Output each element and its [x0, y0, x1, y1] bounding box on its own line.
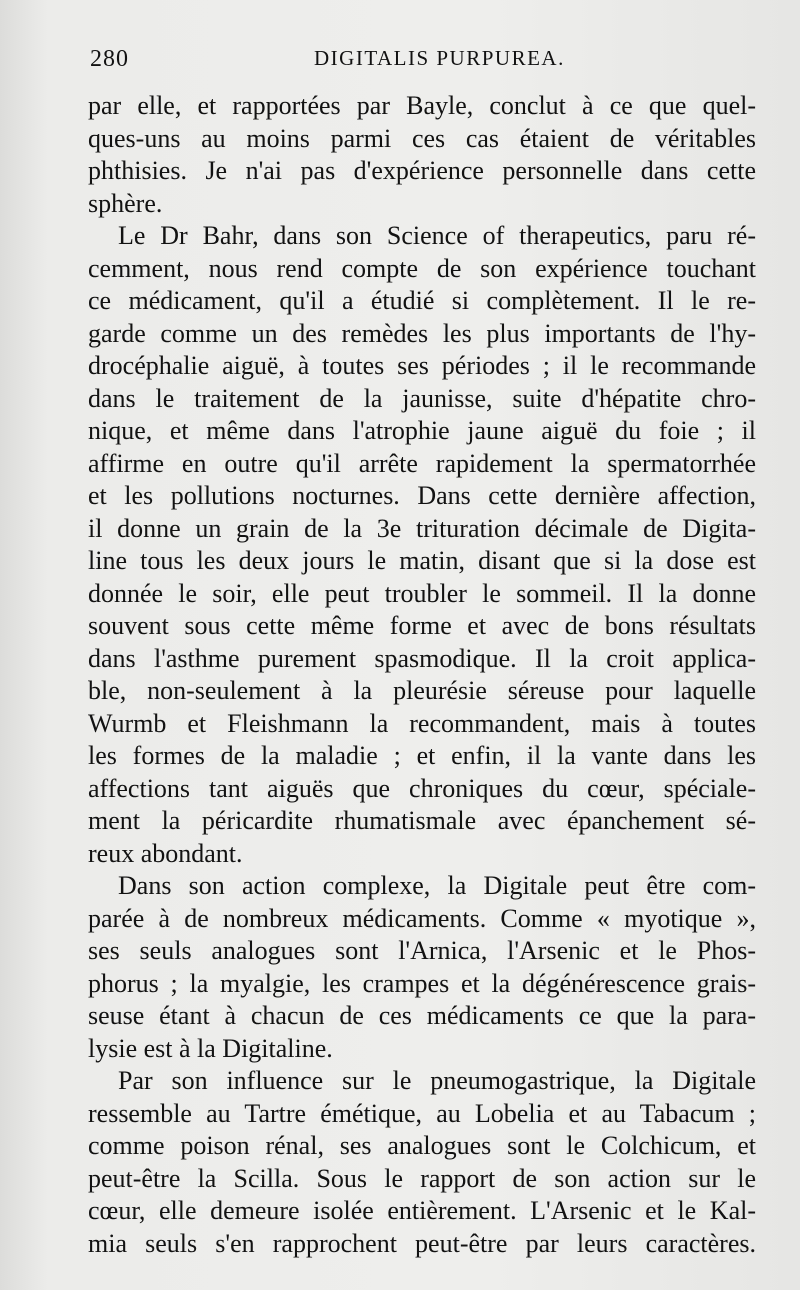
text-line: cœur, elle demeure isolée entièrement. L'Arsenic et le Kal-	[88, 1196, 756, 1225]
text-line: comme poison rénal, ses analogues sont le Colchicum, et	[88, 1131, 756, 1160]
running-title: DIGITALIS PURPUREA.	[314, 46, 565, 70]
text-line: ble, non-seulement à la pleurésie séreuse pour laquelle	[88, 676, 756, 705]
text-line: ment la péricardite rhumatismale avec épanchement sé-	[88, 806, 756, 835]
text-line: Wurmb et Fleishmann la recommandent, mais à toutes	[88, 708, 756, 738]
text-line: ques-uns au moins parmi ces cas étaient de véritables	[88, 123, 756, 153]
text-line: mia seuls s'en rapprochent peut-être par leurs caractères.	[88, 1228, 756, 1258]
text-line: Par son influence sur le pneumogastrique, la Digitale	[118, 1066, 756, 1095]
text-line: Dans son action complexe, la Digitale peut être com-	[118, 871, 756, 900]
text-line: reux abondant.	[88, 838, 243, 868]
text-line: line tous les deux jours le matin, disant que si la dose est	[88, 546, 756, 575]
text-line: sphère.	[88, 188, 163, 218]
text-line: cemment, nous rend compte de son expérience touchant	[88, 253, 756, 283]
text-line: donnée le soir, elle peut troubler le sommeil. Il la donne	[88, 578, 756, 608]
text-line: phthisies. Je n'ai pas d'expérience personnelle dans cette	[88, 156, 756, 185]
text-line: seuse étant à chacun de ces médicaments ce que la para-	[88, 1001, 756, 1030]
text-line: souvent sous cette même forme et avec de bons résultats	[88, 611, 756, 640]
paragraph-2	[88, 220, 756, 870]
paragraph-4	[88, 1065, 756, 1260]
text-line: ressemble au Tartre émétique, au Lobelia et au Tabacum ;	[88, 1098, 756, 1128]
paragraph-3	[88, 870, 756, 1065]
running-head	[90, 46, 760, 78]
body-text	[88, 90, 756, 1260]
text-line: par elle, et rapportées par Bayle, conclut à ce que quel-	[88, 91, 756, 120]
text-line: ce médicament, qu'il a étudié si complètement. Il le re-	[88, 286, 756, 315]
text-line: dans le traitement de la jaunisse, suite d'hépatite chro-	[88, 383, 756, 413]
page-number: 280	[90, 46, 129, 72]
text-line: parée à de nombreux médicaments. Comme « myotique »,	[88, 903, 756, 933]
text-line: drocéphalie aiguë, à toutes ses périodes ; il le recommande	[88, 351, 756, 380]
text-line: peut-être la Scilla. Sous le rapport de son action sur le	[88, 1163, 756, 1193]
text-line: lysie est à la Digitaline.	[88, 1033, 333, 1063]
text-line: dans l'asthme purement spasmodique. Il la croit applica-	[88, 643, 756, 673]
text-line: il donne un grain de la 3e trituration décimale de Digita-	[88, 513, 756, 543]
paragraph-1	[88, 90, 756, 220]
text-line: et les pollutions nocturnes. Dans cette dernière affection,	[88, 481, 756, 510]
text-line: affections tant aiguës que chroniques du cœur, spéciale-	[88, 773, 756, 803]
text-line: ses seuls analogues sont l'Arnica, l'Arsenic et le Phos-	[88, 936, 756, 965]
text-line: Le Dr Bahr, dans son Science of therapeutics, paru ré-	[118, 221, 756, 250]
text-line: affirme en outre qu'il arrête rapidement la spermatorrhée	[88, 448, 756, 478]
text-line: phorus ; la myalgie, les crampes et la dégénérescence grais-	[88, 968, 756, 998]
text-line: nique, et même dans l'atrophie jaune aiguë du foie ; il	[88, 416, 756, 445]
text-line: les formes de la maladie ; et enfin, il la vante dans les	[88, 741, 756, 770]
text-line: garde comme un des remèdes les plus importants de l'hy-	[88, 318, 756, 348]
